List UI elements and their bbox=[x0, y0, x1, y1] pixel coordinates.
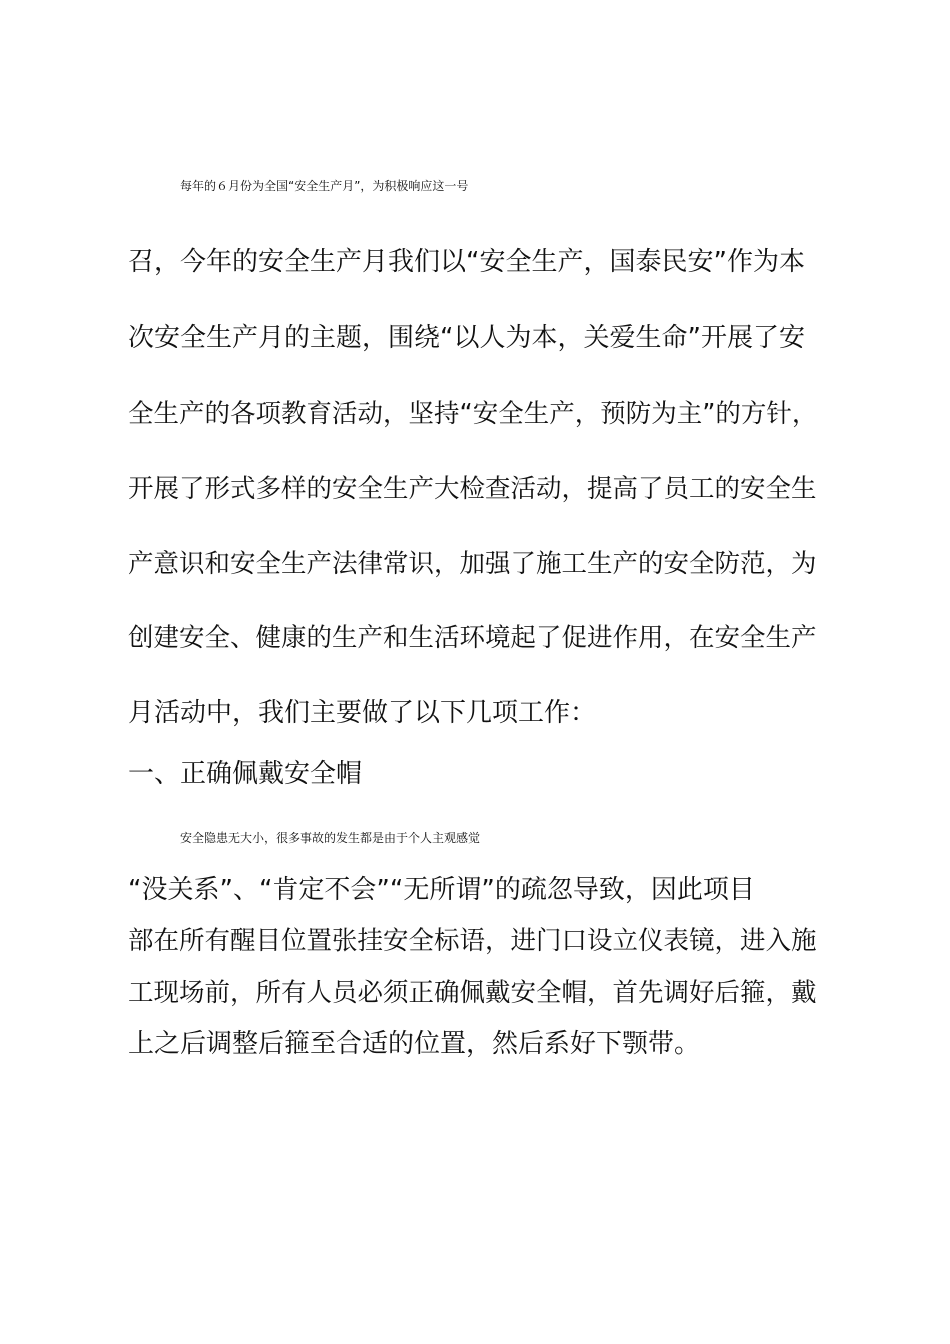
section-heading: 一、正确佩戴安全帽 bbox=[128, 759, 363, 789]
paragraph-line: 安全隐患无大小，很多事故的发生都是由于个人主观感觉 bbox=[180, 831, 481, 845]
paragraph-line: 开展了形式多样的安全生产大检查活动，提高了员工的安全生 bbox=[128, 474, 817, 504]
paragraph-line: 创建安全、健康的生产和生活环境起了促进作用，在安全生产 bbox=[128, 623, 817, 653]
paragraph-line: 全生产的各项教育活动，坚持“安全生产，预防为主”的方针， bbox=[128, 399, 818, 429]
paragraph-line: “没关系”、“肯定不会”“无所谓”的疏忽导致，因此项目 bbox=[128, 875, 755, 905]
paragraph-line: 工现场前，所有人员必须正确佩戴安全帽，首先调好后箍，戴 bbox=[128, 978, 817, 1008]
paragraph-line: 部在所有醒目位置张挂安全标语，进门口设立仪表镜，进入施 bbox=[128, 926, 817, 956]
paragraph-line: 每年的６月份为全国“安全生产月”，为积极响应这一号 bbox=[180, 179, 469, 193]
paragraph-line: 次安全生产月的主题，围绕“以人为本，关爱生命”开展了安 bbox=[128, 323, 805, 353]
paragraph-line: 上之后调整后箍至合适的位置，然后系好下颚带。 bbox=[128, 1029, 701, 1059]
paragraph-line: 产意识和安全生产法律常识，加强了施工生产的安全防范，为 bbox=[128, 549, 817, 579]
paragraph-line: 召，今年的安全生产月我们以“安全生产，国泰民安”作为本 bbox=[128, 247, 805, 277]
paragraph-line: 月活动中，我们主要做了以下几项工作： bbox=[128, 698, 597, 728]
